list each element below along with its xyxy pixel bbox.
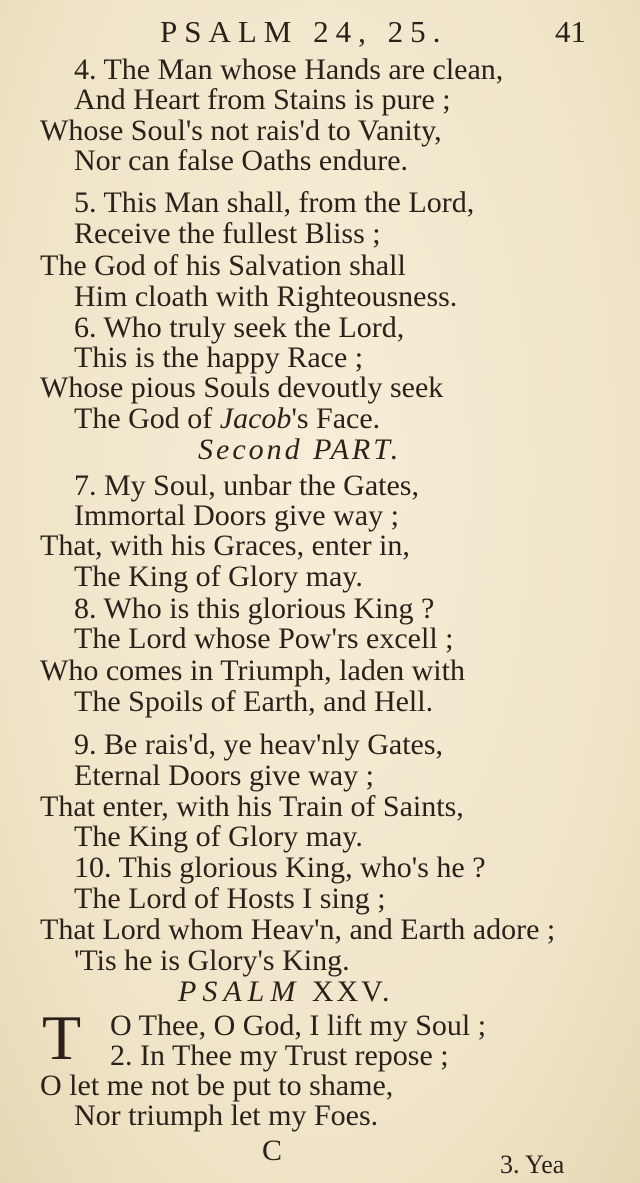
psalm-heading [178, 976, 392, 1008]
verse-line: Nor triumph let my Foes. [74, 1099, 379, 1132]
name-jacob: Jacob [219, 402, 292, 435]
verse-line: The Lord whose Pow'rs excell ; [74, 622, 454, 655]
verse-line: Eternal Doors give way ; [74, 759, 374, 792]
running-title: PSALM 24, 25. [160, 14, 448, 49]
verse-line: 9. Be rais'd, ye heav'nly Gates, [74, 728, 444, 761]
verse-line: 7. My Soul, unbar the Gates, [74, 469, 419, 502]
page-header [0, 14, 640, 54]
verse-line: And Heart from Stains is pure ; [74, 83, 451, 116]
signature-mark: C [262, 1134, 283, 1167]
verse-line: The King of Glory may. [74, 820, 363, 853]
verse-line: Whose pious Souls devoutly seek [40, 371, 444, 404]
verse-line: The King of Glory may. [74, 560, 363, 593]
verse-line: Whose Soul's not rais'd to Vanity, [40, 114, 442, 147]
verse-line: 'Tis he is Glory's King. [74, 944, 350, 977]
psalm-heading-word: PSALM [178, 975, 302, 1008]
verse-line: 2. In Thee my Trust repose ; [110, 1039, 449, 1072]
verse-line: Receive the fullest Bliss ; [74, 217, 381, 250]
verse-line: 5. This Man shall, from the Lord, [74, 186, 475, 219]
page-number: 41 [555, 14, 586, 49]
verse-line [74, 403, 380, 435]
verse-line: 4. The Man whose Hands are clean, [74, 53, 504, 86]
drop-cap: T [42, 1002, 82, 1073]
verse-text: 's Face. [291, 402, 381, 435]
verse-text: The God of [74, 402, 220, 435]
verse-line: The Spoils of Earth, and Hell. [74, 685, 434, 718]
verse-line: The Lord of Hosts I sing ; [74, 882, 386, 915]
verse-line: 10. This glorious King, who's he ? [74, 851, 486, 884]
verse-line: Who comes in Triumph, laden with [40, 654, 465, 687]
catchword: 3. Yea [500, 1150, 565, 1179]
section-heading: Second PART. [198, 433, 402, 466]
verse-line: That enter, with his Train of Saints, [40, 790, 464, 823]
verse-line: 6. Who truly seek the Lord, [74, 311, 405, 344]
verse-line: That Lord whom Heav'n, and Earth adore ; [40, 913, 556, 946]
verse-line: Him cloath with Righteousness. [74, 280, 458, 313]
verse-line: That, with his Graces, enter in, [40, 529, 410, 562]
verse-line: 8. Who is this glorious King ? [74, 592, 435, 625]
psalm-heading-number: XXV. [311, 975, 393, 1008]
verse-line: Nor can false Oaths endure. [74, 144, 409, 177]
verse-line: O let me not be put to shame, [40, 1069, 394, 1102]
verse-line: Immortal Doors give way ; [74, 499, 399, 532]
verse-line: O Thee, O God, I lift my Soul ; [110, 1009, 487, 1042]
verse-line: The God of his Salvation shall [40, 249, 406, 282]
verse-line: This is the happy Race ; [74, 341, 364, 374]
